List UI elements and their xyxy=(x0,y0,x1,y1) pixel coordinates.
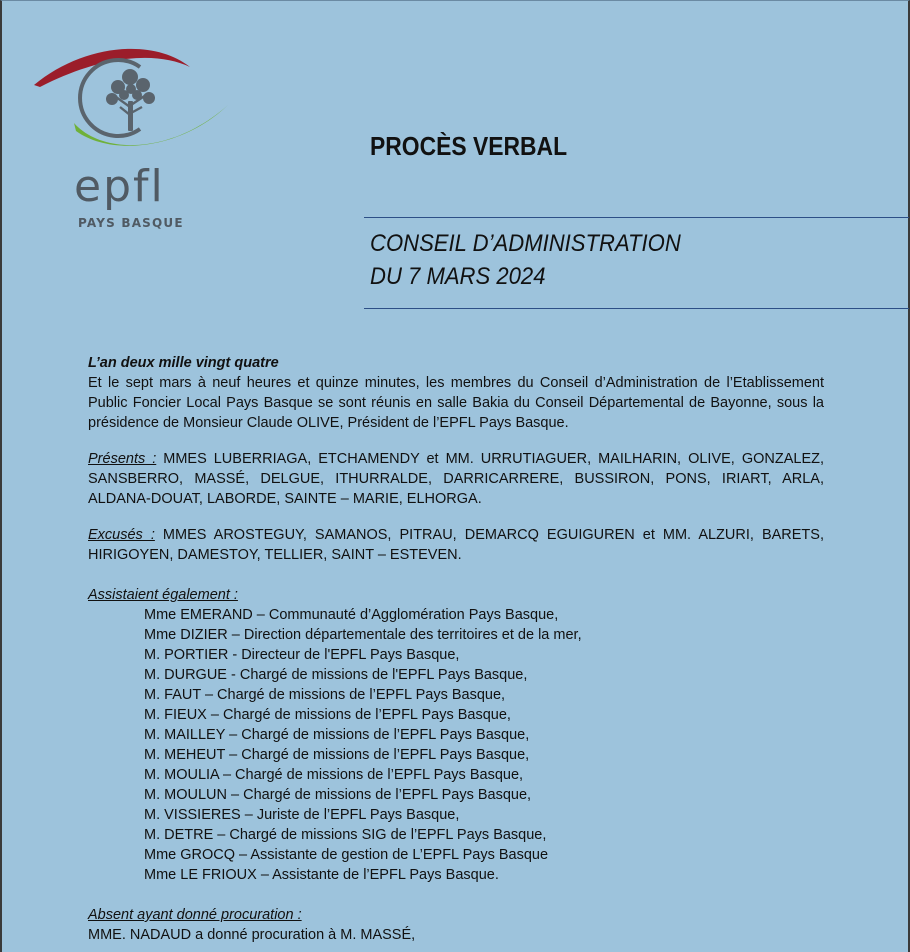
intro-paragraph: Et le sept mars à neuf heures et quinze minutes, les membres du Conseil d’Administration de l’Etablissement Public Foncier Local Pays Basque se sont réunis en salle Bakia du Conseil Départemental de Bayonne, sous la présidence de Monsieur Claude OLIVE, Président de l’EPFL Pays Basque. xyxy=(88,375,824,431)
list-item: M. FAUT – Chargé de missions de l’EPFL Pays Basque, xyxy=(144,687,506,703)
subtitle-line-2: DU 7 MARS 2024 xyxy=(370,263,546,290)
presents-paragraph xyxy=(88,449,824,509)
excuses-paragraph xyxy=(88,525,824,565)
logo-wordmark: epfl xyxy=(74,161,165,212)
assistaient-list xyxy=(88,605,824,885)
list-item: M. VISSIERES – Juriste de l’EPFL Pays Basque, xyxy=(144,807,460,823)
spacer xyxy=(88,885,824,905)
procuration-item: MME. NADAUD a donné procuration à M. MASSÉ, xyxy=(88,927,416,943)
list-item: M. MAILLEY – Chargé de missions de l’EPFL Pays Basque, xyxy=(144,727,530,743)
list-item: M. PORTIER - Directeur de l'EPFL Pays Basque, xyxy=(144,647,460,663)
document-title: PROCÈS VERBAL xyxy=(370,131,568,161)
list-item: Mme LE FRIOUX – Assistante de l’EPFL Pays Basque. xyxy=(144,867,499,883)
list-item: M. MEHEUT – Chargé de missions de l’EPFL Pays Basque, xyxy=(144,747,530,763)
logo-tree xyxy=(106,69,155,131)
logo-subtitle: PAYS BASQUE xyxy=(78,216,184,230)
spacer xyxy=(88,509,824,525)
logo-arc-top xyxy=(34,49,190,87)
list-item: Mme GROCQ – Assistante de gestion de L’EPFL Pays Basque xyxy=(144,847,549,863)
header-rule-top xyxy=(364,217,909,218)
list-item: M. FIEUX – Chargé de missions de l’EPFL Pays Basque, xyxy=(144,707,511,723)
spacer xyxy=(88,433,824,449)
document-subtitle xyxy=(370,227,681,293)
list-item: M. DETRE – Chargé de missions SIG de l’EPFL Pays Basque, xyxy=(144,827,547,843)
spacer xyxy=(88,565,824,585)
presents-text: MMES LUBERRIAGA, ETCHAMENDY et MM. URRUTIAGUER, MAILHARIN, OLIVE, GONZALEZ, SANSBERRO, MASSÉ, DELGUE, ITHURRALDE, DARRICARRERE, BUSSIRON, PONS, IRIART, ARLA, ALDANA-DOUAT, LABORDE, SAINTE – MARIE, ELHORGA. xyxy=(88,451,824,507)
presents-label: Présents : xyxy=(88,451,157,467)
header-rule-bottom xyxy=(364,308,909,309)
subtitle-line-1: CONSEIL D’ADMINISTRATION xyxy=(370,230,681,257)
list-item: M. MOULIA – Chargé de missions de l’EPFL Pays Basque, xyxy=(144,767,524,783)
list-item: Mme DIZIER – Direction départementale des territoires et de la mer, xyxy=(144,627,582,643)
assistaient-label: Assistaient également : xyxy=(88,587,238,603)
list-item: Mme EMERAND – Communauté d’Agglomération Pays Basque, xyxy=(144,607,559,623)
document-body xyxy=(88,353,824,945)
procuration-label: Absent ayant donné procuration : xyxy=(88,907,302,923)
list-item: M. MOULUN – Chargé de missions de l’EPFL Pays Basque, xyxy=(144,787,532,803)
excuses-text: MMES AROSTEGUY, SAMANOS, PITRAU, DEMARCQ EGUIGUREN et MM. ALZURI, BARETS, HIRIGOYEN, DAMESTOY, TELLIER, SAINT – ESTEVEN. xyxy=(88,527,824,563)
logo-arc-bottom xyxy=(74,105,228,146)
excuses-label: Excusés : xyxy=(88,527,155,543)
intro-heading: L’an deux mille vingt quatre xyxy=(88,355,279,371)
list-item: M. DURGUE - Chargé de missions de l'EPFL Pays Basque, xyxy=(144,667,528,683)
